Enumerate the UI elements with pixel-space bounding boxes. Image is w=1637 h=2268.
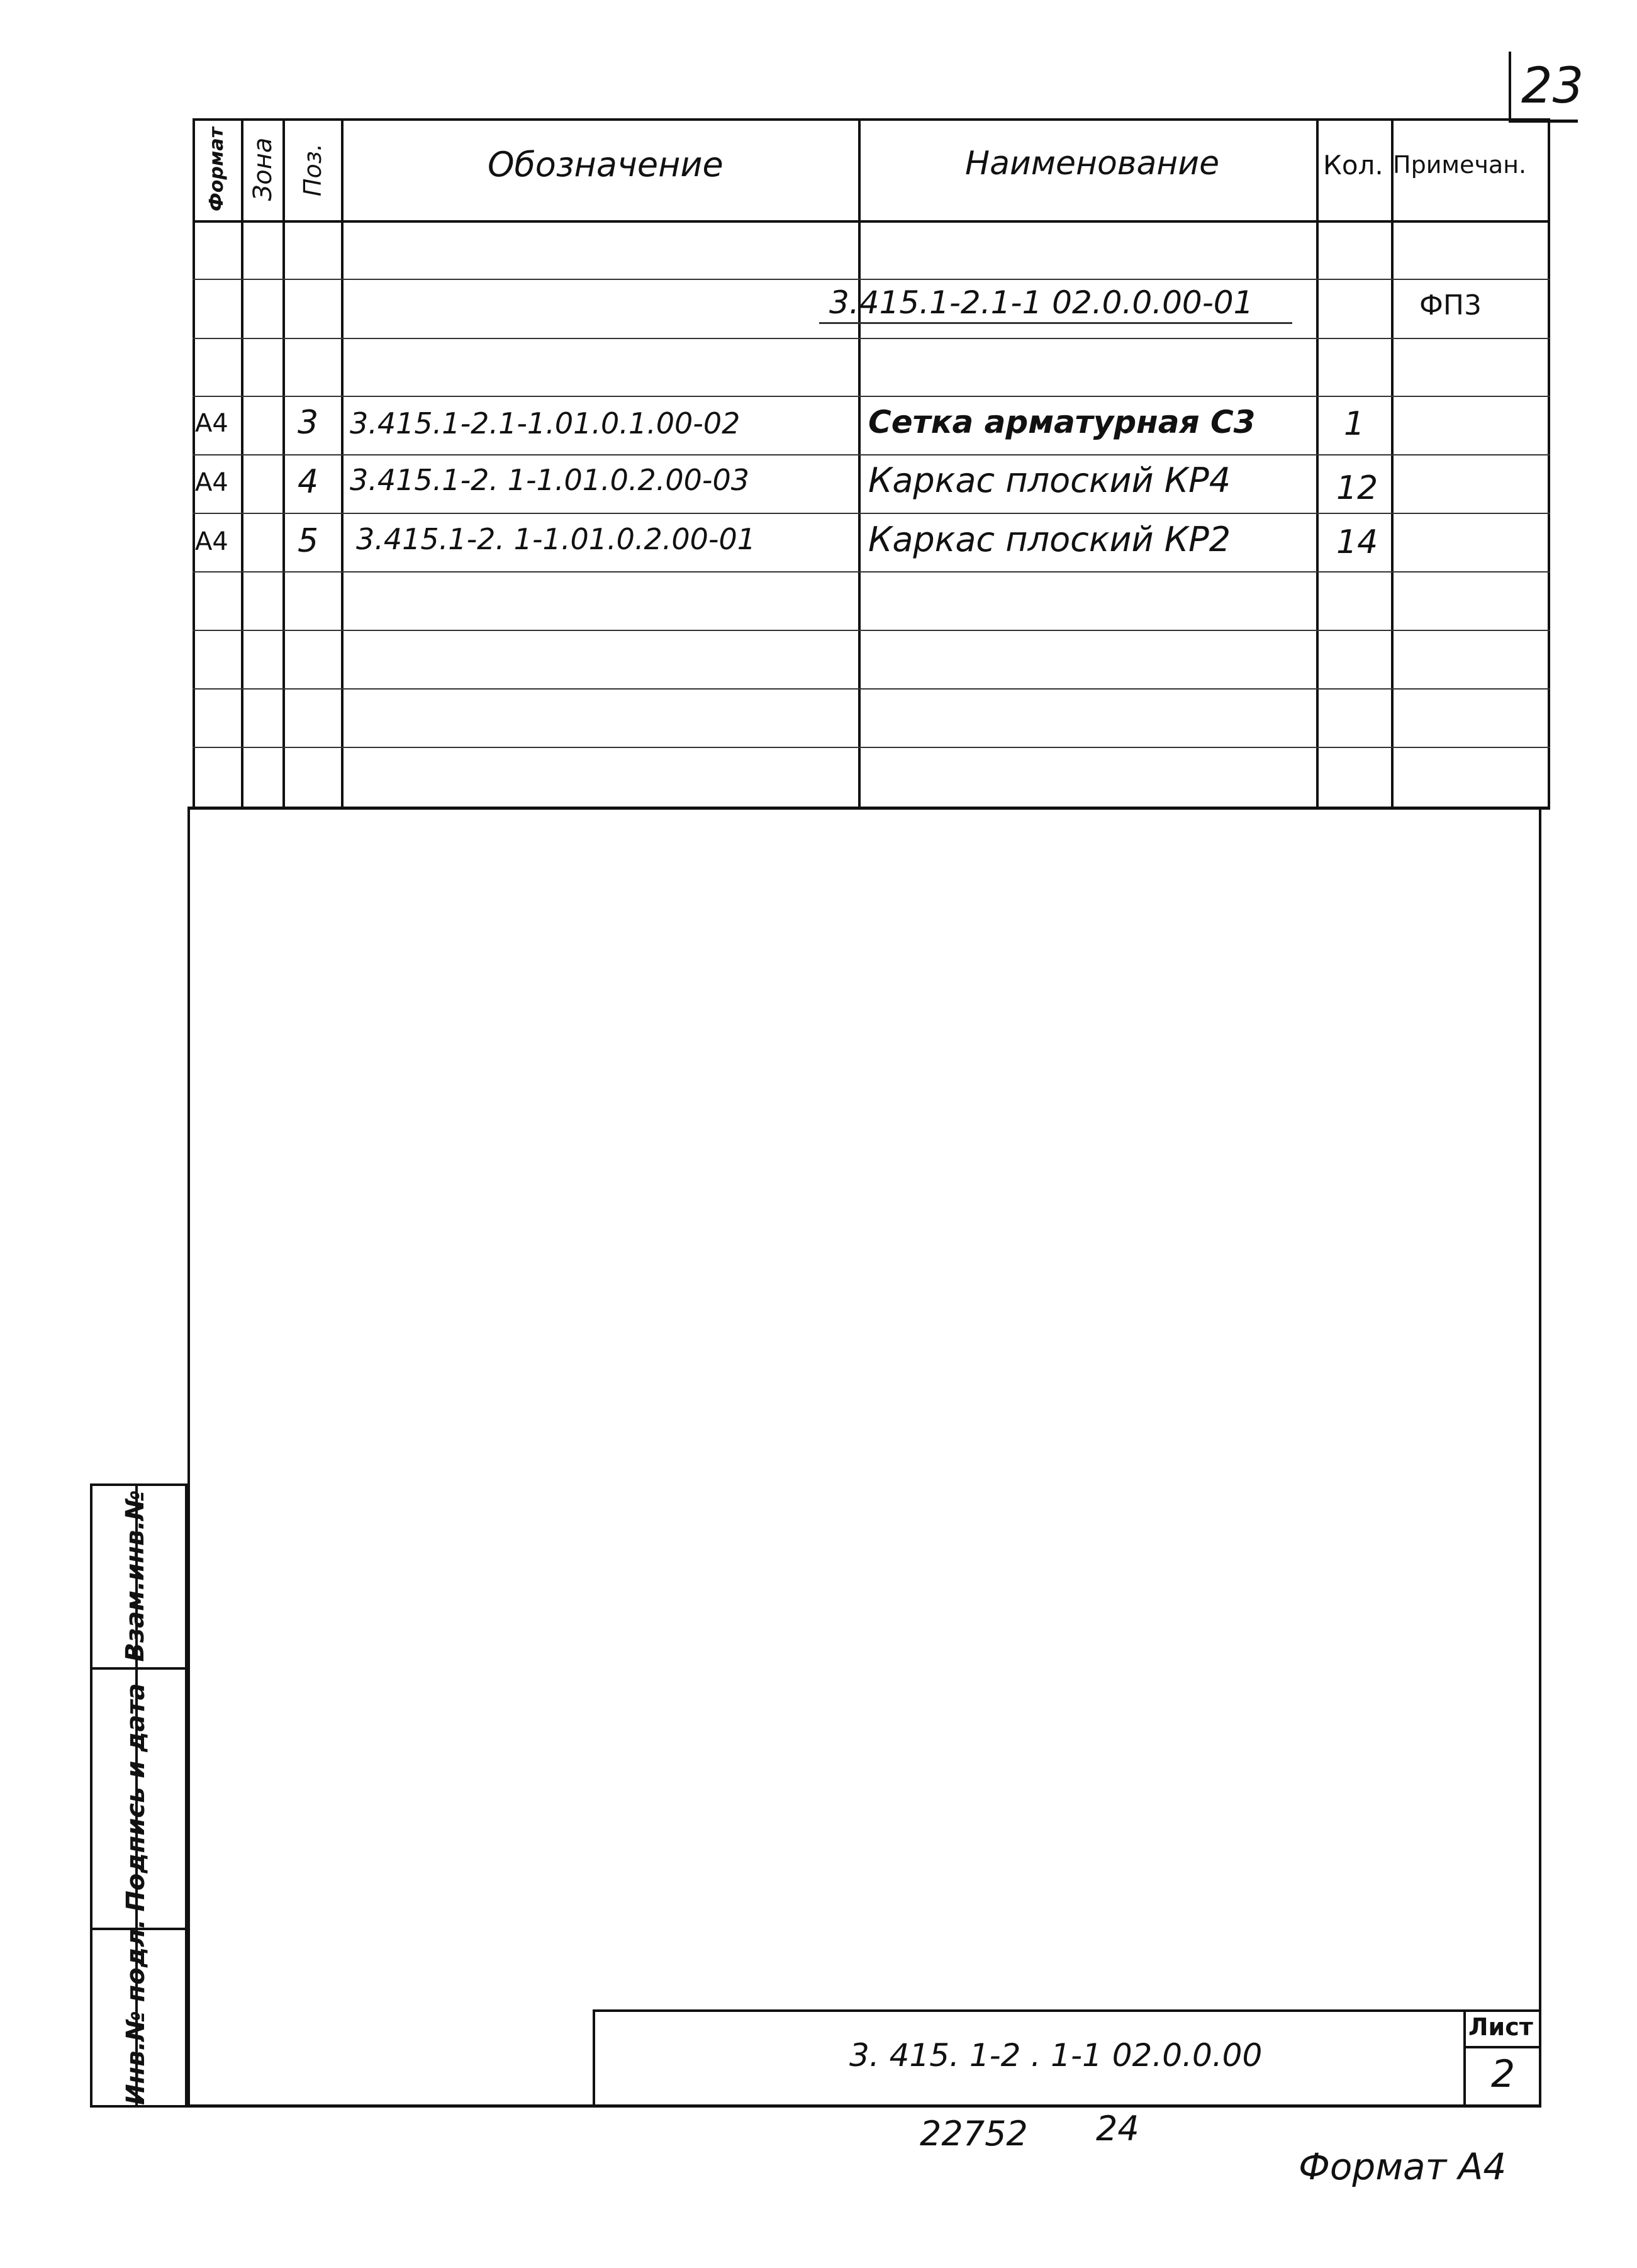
row-4-name: Каркас плоский КР4 <box>868 461 1231 500</box>
row-3-name: Сетка арматурная С3 <box>868 404 1256 440</box>
side-stamp-inv-orig: Инв.№ подл. <box>121 1919 150 2105</box>
doc-designation: 3.415.1-2.1-1 02.0.0.00-01 <box>829 284 1254 321</box>
doc-designation-underline <box>819 322 1292 324</box>
footer-page: 24 <box>1096 2109 1139 2148</box>
row-3-designation: 3.415.1-2.1-1.01.0.1.00-02 <box>350 406 740 440</box>
side-stamp-replace-inv: Взам.инв.№ <box>121 1490 150 1662</box>
col-line-right <box>1548 118 1550 809</box>
header-zone: Зона <box>249 137 277 201</box>
doc-note: ФП3 <box>1419 289 1482 321</box>
row-5-pos: 5 <box>298 522 319 560</box>
title-block-code: 3. 415. 1-2 . 1-1 02.0.0.00 <box>849 2037 1263 2074</box>
header-name: Наименование <box>965 145 1220 182</box>
title-block-sheet-label: Лист <box>1468 2013 1533 2041</box>
row-line <box>193 688 1550 690</box>
col-line-format <box>241 118 243 809</box>
row-line <box>193 630 1550 631</box>
row-line <box>193 279 1550 280</box>
header-bottom-border <box>193 220 1550 223</box>
col-line-left <box>193 118 195 809</box>
col-line-zone <box>282 118 285 809</box>
header-designation: Обозначение <box>488 145 724 184</box>
row-5-designation: 3.415.1-2. 1-1.01.0.2.00-01 <box>356 522 756 556</box>
title-block-sheet-sep <box>1463 2046 1541 2048</box>
col-line-qty <box>1391 118 1394 809</box>
title-block-sheet-divider <box>1463 2012 1466 2108</box>
row-line <box>193 571 1550 573</box>
table-bottom-border <box>190 807 1550 810</box>
row-3-qty: 1 <box>1344 405 1365 443</box>
frame-left <box>187 807 190 2107</box>
header-note: Примечан. <box>1393 151 1527 179</box>
row-line <box>193 454 1550 455</box>
col-line-name <box>1316 118 1319 809</box>
row-4-pos: 4 <box>298 463 319 501</box>
table-top-border <box>193 118 1550 121</box>
row-line <box>193 747 1550 748</box>
footer-format: Формат А4 <box>1299 2145 1507 2188</box>
corner-divider <box>1509 52 1511 122</box>
row-4-qty: 12 <box>1336 469 1378 507</box>
row-5-name: Каркас плоский КР2 <box>868 520 1231 559</box>
col-line-pos <box>341 118 344 809</box>
col-line-designation <box>858 118 861 809</box>
footer-archive-number: 22752 <box>920 2114 1028 2153</box>
side-stamp-sign-date: Подпись и дата <box>121 1683 150 1912</box>
title-block-sheet-number: 2 <box>1491 2052 1516 2096</box>
row-line <box>193 396 1550 397</box>
row-5-qty: 14 <box>1336 523 1378 561</box>
sheet-corner-number: 23 <box>1521 58 1584 115</box>
row-4-format: А4 <box>195 468 228 497</box>
row-3-pos: 3 <box>298 404 319 442</box>
row-3-format: А4 <box>195 409 228 438</box>
row-4-designation: 3.415.1-2. 1-1.01.0.2.00-03 <box>350 463 750 497</box>
row-line <box>193 338 1550 339</box>
header-qty: Кол. <box>1323 150 1383 181</box>
frame-right <box>1539 807 1541 2107</box>
header-format: Формат <box>206 127 228 211</box>
row-line <box>193 513 1550 514</box>
row-5-format: А4 <box>195 527 228 556</box>
header-pos: Поз. <box>299 143 327 197</box>
